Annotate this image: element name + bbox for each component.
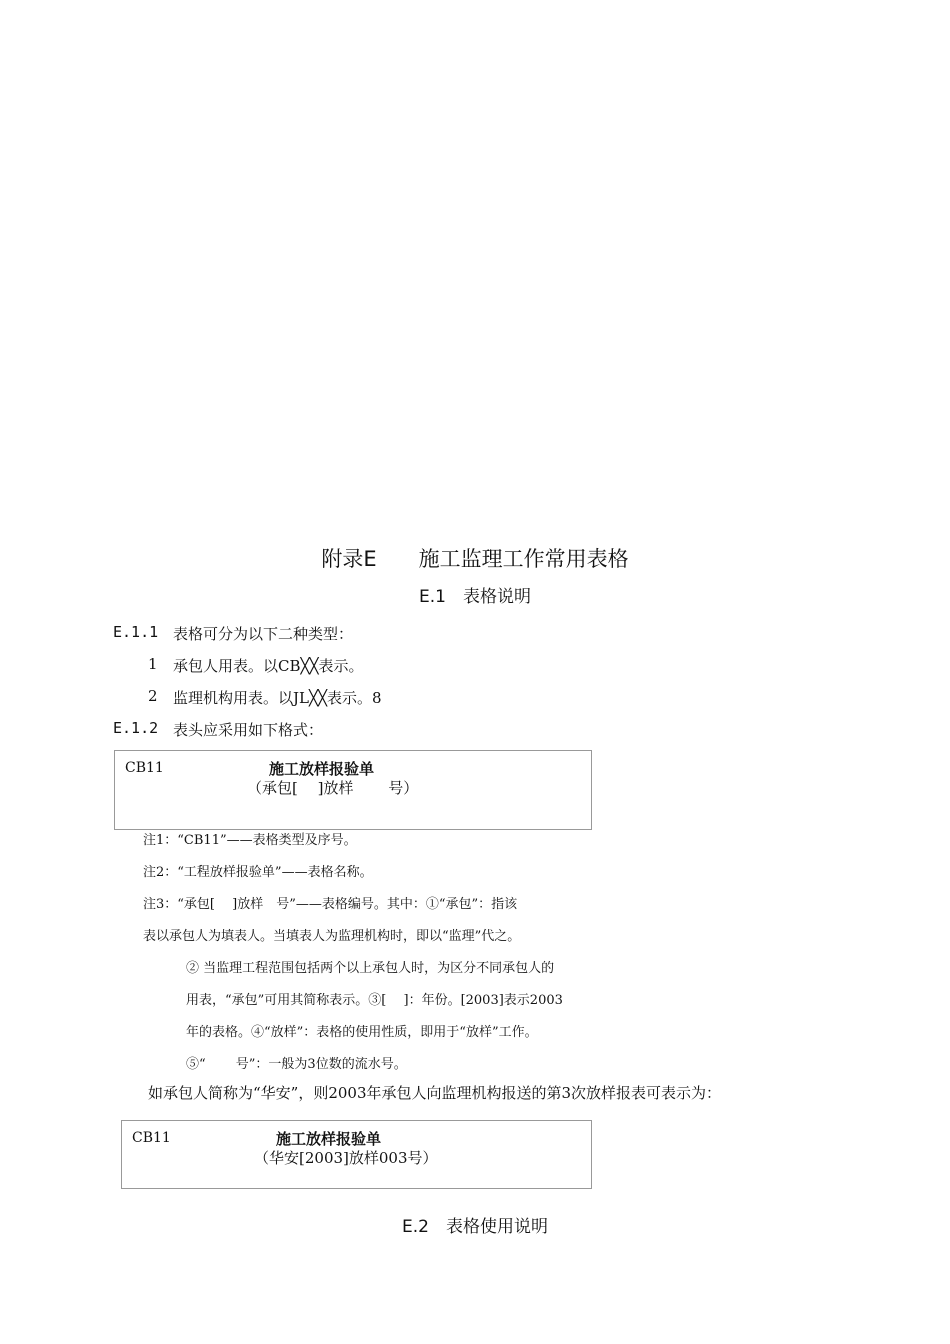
clause-e12-number: E.1.2 [113, 719, 159, 737]
item-1-number: 1 [148, 655, 158, 673]
note-line: 注2：“工程放样报验单”——表格名称。 [143, 865, 373, 880]
note-line: ⑤“ 号”：一般为3位数的流水号。 [186, 1057, 407, 1072]
note-line: 注1：“CB11”——表格类型及序号。 [143, 833, 357, 848]
clause-e11-number: E.1.1 [113, 623, 159, 641]
note-line: 表以承包人为填表人。当填表人为监理机构时，即以“监理”代之。 [143, 929, 521, 944]
table-header-example-box [121, 1120, 592, 1189]
table-code: CB11 [125, 760, 164, 776]
table-header-sample-box [114, 750, 592, 830]
table-number-example: （华安[2003]放样003号） [254, 1149, 438, 1167]
note-line: 用表，“承包”可用其简称表示。③[ ]：年份。[2003]表示2003 [186, 993, 563, 1008]
note-line: ② 当监理工程范围包括两个以上承包人时，为区分不同承包人的 [186, 961, 555, 976]
clause-e11-text: 表格可分为以下二种类型： [173, 625, 354, 643]
table-title: 施工放样报验单 [269, 760, 375, 778]
section-e2-heading: E.2 表格使用说明 [402, 1217, 548, 1237]
item-2-number: 2 [148, 687, 158, 705]
table-number-format: （承包[ ]放样 号） [247, 779, 419, 797]
item-1-text: 承包人用表。以CB╳╳表示。 [173, 657, 364, 675]
item-2-text: 监理机构用表。以JL╳╳表示。8 [173, 689, 382, 707]
clause-e12-text: 表头应采用如下格式： [173, 721, 324, 739]
note-line: 注3：“承包[ ]放样 号”——表格编号。其中：①“承包”：指该 [143, 897, 518, 912]
note-line: 年的表格。④“放样”：表格的使用性质，即用于“放样”工作。 [186, 1025, 538, 1040]
example-text: 如承包人简称为“华安”，则2003年承包人向监理机构报送的第3次放样报表可表示为： [148, 1084, 722, 1102]
table-code: CB11 [132, 1130, 171, 1146]
section-e1-heading: E.1 表格说明 [419, 587, 531, 607]
table-title: 施工放样报验单 [276, 1130, 382, 1148]
appendix-title: 附录E 施工监理工作常用表格 [321, 547, 629, 571]
